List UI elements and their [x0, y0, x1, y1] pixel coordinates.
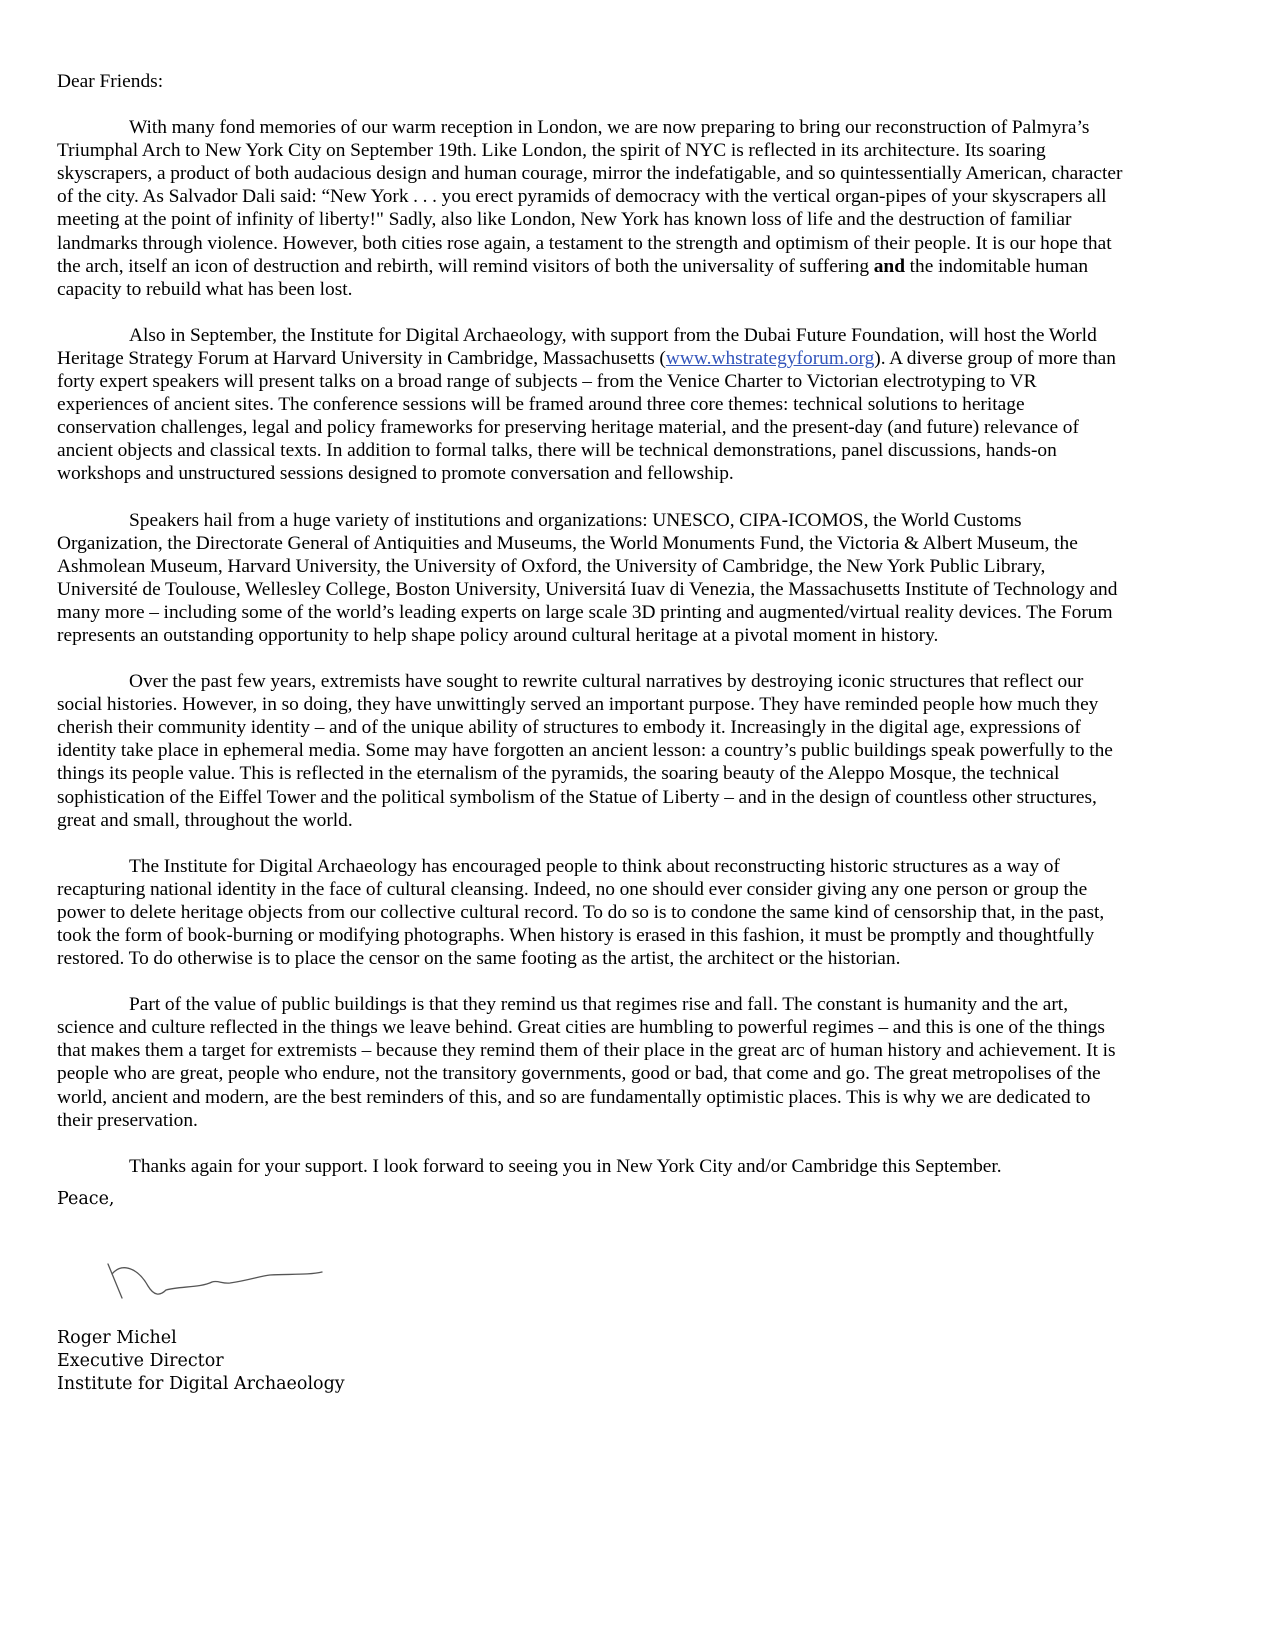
text-line: capacity to rebuild what has been lost. — [57, 278, 353, 300]
closing-valediction: Peace, — [57, 1189, 115, 1209]
text-line: people who are great, people who endure, not the transitory governments, good or bad, that come and go. The great metropolises of the — [57, 1063, 1101, 1085]
text-line: Organization, the Directorate General of Antiquities and Museums, the World Monuments Fund, the Victoria & Albert Museum, the — [57, 532, 1078, 554]
salutation: Dear Friends: — [57, 71, 164, 92]
text-line: landmarks through violence. However, both cities rose again, a testament to the strength and optimism of their people. It is our hope that — [57, 232, 1112, 254]
text-line: Also in September, the Institute for Digital Archaeology, with support from the Dubai Future Foundation, will host the World — [129, 324, 1097, 346]
text-line: many more – including some of the world’s leading experts on large scale 3D printing and augmented/virtual reality devices. The Forum — [57, 601, 1113, 623]
text-line: the arch, itself an icon of destruction and rebirth, will remind visitors of both the universality of suffering and the indomitable human — [57, 255, 1089, 277]
text-line: things its people value. This is reflected in the eternalism of the pyramids, the soaring beauty of the Aleppo Mosque, the technical — [57, 763, 1060, 785]
paragraphs — [57, 116, 1167, 1178]
text-line: represents an outstanding opportunity to help shape policy around cultural heritage at a pivotal moment in history. — [57, 624, 939, 646]
text-line: restored. To do otherwise is to place the censor on the same footing as the artist, the architect or the historian. — [57, 948, 901, 970]
text-line: The Institute for Digital Archaeology has encouraged people to think about reconstructing historic structures as a way of — [129, 855, 1060, 877]
text-line: Thanks again for your support. I look forward to seeing you in New York City and/or Cambridge this September. — [129, 1155, 1002, 1177]
text-line: sophistication of the Eiffel Tower and the political symbolism of the Statue of Liberty – and in the design of countless other structures, — [57, 786, 1097, 808]
text-line: took the form of book-burning or modifying photographs. When history is erased in this fashion, it must be promptly and thoughtfully — [57, 925, 1095, 946]
text-line: Ashmolean Museum, Harvard University, the University of Oxford, the University of Cambridge, the New York Public Library, — [57, 555, 1046, 577]
text-line: recapturing national identity in the face of cultural cleansing. Indeed, no one should ever consider giving any one person or group the — [57, 878, 1088, 900]
letter-body — [57, 70, 1167, 1201]
text-line: ancient objects and classical texts. In addition to formal talks, there will be technical demonstrations, panel discussions, hands-on — [57, 440, 1057, 462]
paragraph — [57, 855, 1167, 970]
text-line: experiences of ancient sites. The conference sessions will be framed around three core themes: technical solutions to heritage — [57, 394, 1025, 416]
text-line: Speakers hail from a huge variety of institutions and organizations: UNESCO, CIPA-ICOMOS, the World Customs — [129, 509, 1022, 531]
signer-organization: Institute for Digital Archaeology — [57, 1374, 345, 1394]
text-line: world, ancient and modern, are the best reminders of this, and so are fundamentally optimistic places. This is why we are dedicated to — [57, 1086, 1091, 1108]
text-line: forty expert speakers will present talks on a broad range of subjects – from the Venice Charter to Victorian electrotyping to VR — [57, 371, 1037, 393]
text-line: that makes them a target for extremists – because they remind them of their place in the great arc of human history and achievement. It is — [57, 1040, 1116, 1062]
text-line: great and small, throughout the world. — [57, 809, 353, 831]
text-line: Université de Toulouse, Wellesley College, Boston University, Universitá Iuav di Venezia, the Massachusetts Institute of Technology and — [57, 578, 1118, 600]
paragraph — [57, 670, 1167, 832]
text-line: Over the past few years, extremists have sought to rewrite cultural narratives by destroying iconic structures that reflect our — [129, 671, 1084, 693]
text-line: Triumphal Arch to New York City on September 19th. Like London, the spirit of NYC is reflected in its architecture. Its soaring — [57, 140, 1046, 162]
paragraph — [57, 1155, 1167, 1178]
signature-stroke — [108, 1264, 322, 1298]
paragraph — [57, 509, 1167, 648]
text-line: Heritage Strategy Forum at Harvard University in Cambridge, Massachusetts (www.whstrategyforum.org). A diverse group of more than — [57, 347, 1116, 369]
text-line: identity take place in ephemeral media. Some may have forgotten an ancient lesson: a country’s public buildings speak powerfully to the — [57, 740, 1113, 762]
text-line: workshops and unstructured sessions designed to promote conversation and fellowship. — [57, 463, 734, 485]
text-line: skyscrapers, a product of both audacious design and human courage, mirror the indefatigable, and so quintessentially American, character — [57, 163, 1123, 185]
forum-website-link[interactable]: www.whstrategyforum.org — [665, 347, 875, 369]
text-line: science and culture reflected in the things we leave behind. Great cities are humbling to powerful regimes – and this is one of the things — [57, 1017, 1105, 1039]
text-line: of the city. As Salvador Dali said: “New York . . . you erect pyramids of democracy with the vertical organ-pipes of your skyscrapers all — [57, 186, 1107, 208]
paragraph — [57, 116, 1167, 301]
bold-emphasis: and — [873, 255, 905, 277]
text-line: power to delete heritage objects from our collective cultural record. To do so is to condone the same kind of censorship that, in the past, — [57, 901, 1105, 923]
text-line: Part of the value of public buildings is that they remind us that regimes rise and fall. The constant is humanity and the art, — [129, 994, 1069, 1016]
signature-icon — [100, 1258, 330, 1308]
paragraph — [57, 993, 1167, 1132]
text-line: meeting at the point of infinity of liberty!" Sadly, also like London, New York has known loss of life and the destruction of familiar — [57, 209, 1072, 231]
signer-name: Roger Michel — [57, 1328, 177, 1348]
text-line: conservation challenges, legal and policy frameworks for preserving heritage material, and the present-day (and future) relevance of — [57, 417, 1079, 439]
signature-block — [57, 1327, 345, 1396]
paragraph — [57, 324, 1167, 486]
text-line: their preservation. — [57, 1109, 198, 1131]
text-line: social histories. However, in so doing, they have unwittingly served an important purpose. They have reminded people how much they — [57, 694, 1099, 716]
text-line: cherish their community identity – and of the unique ability of structures to embody it. Increasingly in the digital age, expressions of — [57, 717, 1081, 739]
signer-title: Executive Director — [57, 1351, 224, 1371]
text-line: With many fond memories of our warm reception in London, we are now preparing to bring our reconstruction of Palmyra’s — [129, 117, 1090, 139]
